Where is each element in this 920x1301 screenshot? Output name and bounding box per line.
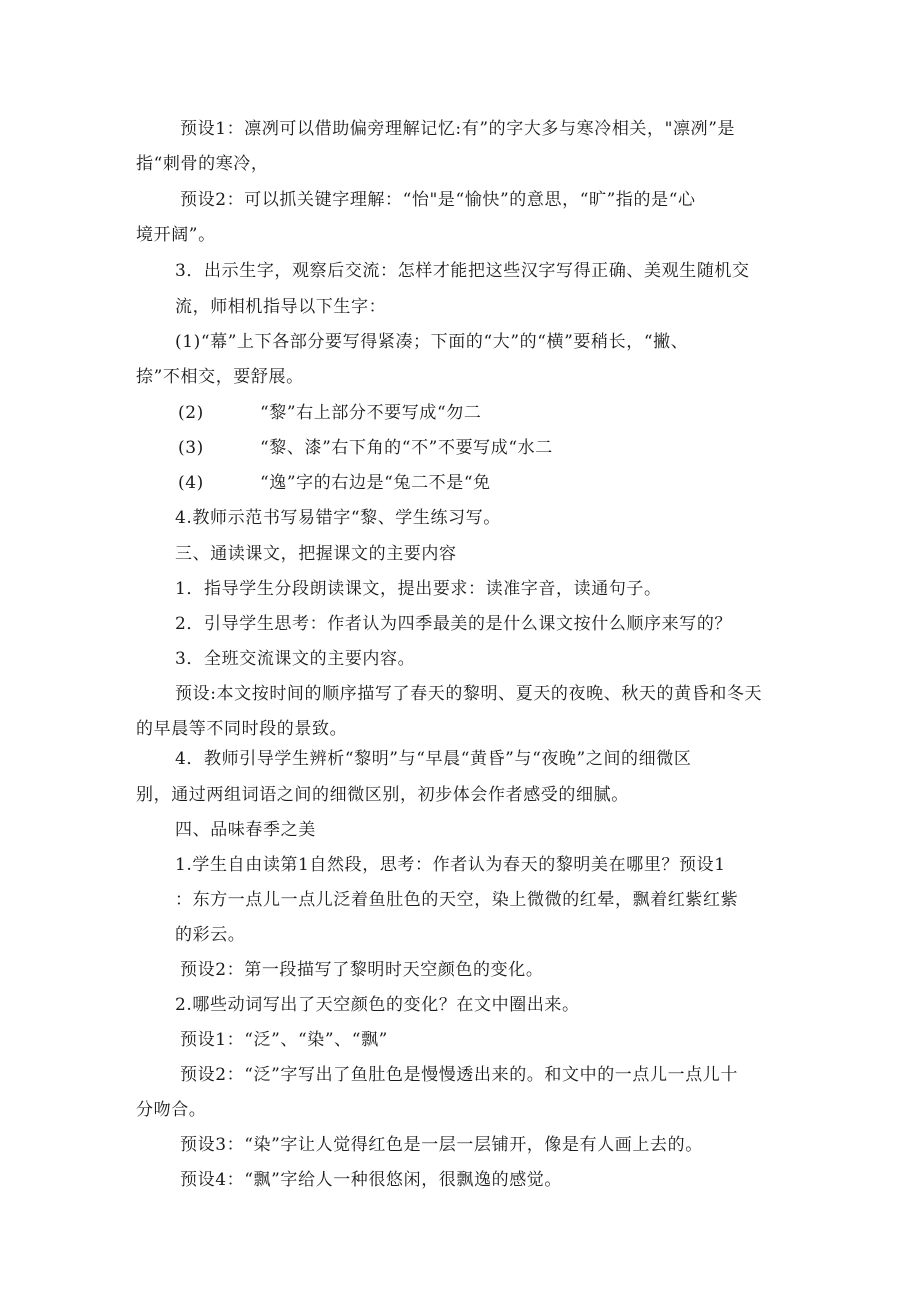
- paragraph-line: 1．指导学生分段朗读课文，提出要求：读准字音，读通句子。: [175, 579, 662, 599]
- paragraph-line: 4．教师引导学生辨析“黎明”与“早晨“黄昏”与“夜晚”之间的细微区: [175, 749, 692, 769]
- paragraph-line: 预设2：第一段描写了黎明时天空颜色的变化。: [180, 960, 544, 980]
- paragraph-line: 的彩云。: [175, 925, 246, 945]
- paragraph-line: 预设1：凛冽可以借助偏旁理解记忆:有”的字大多与寒冷相关，"凛冽”是: [180, 119, 736, 139]
- paragraph-line: 3．全班交流课文的主要内容。: [175, 649, 416, 669]
- paragraph-line: 指“刺骨的寒冷，: [136, 154, 269, 174]
- paragraph-line: 预设:本文按时间的顺序描写了春天的黎明、夏天的夜晚、秋天的黄昏和冬天: [175, 684, 763, 704]
- list-item-text: “逸”字的右边是“兔二不是“免: [260, 473, 491, 493]
- paragraph-line: 3．出示生字，观察后交流：怎样才能把这些汉字写得正确、美观生随机交: [175, 261, 750, 281]
- paragraph-line: 预设1：“泛”、“染”、“飘”: [180, 1030, 388, 1050]
- paragraph-line: 预设3：“染”字让人觉得红色是一层一层铺开，像是有人画上去的。: [180, 1135, 703, 1155]
- list-item: [178, 466, 491, 500]
- paragraph-line: 预设2：“泛”字写出了鱼肚色是慢慢透出来的。和文中的一点儿一点儿十: [180, 1065, 738, 1085]
- list-item-number: (3): [178, 438, 204, 458]
- paragraph-line: 别，通过两组词语之间的细微区别，初步体会作者感受的细腻。: [136, 785, 629, 805]
- paragraph-line: 捺”不相交，要舒展。: [136, 367, 304, 387]
- paragraph-line: 境开阔”。: [136, 225, 216, 245]
- paragraph-line: 2.哪些动词写出了天空颜色的变化？在文中圈出来。: [175, 995, 580, 1015]
- paragraph-line: 1.学生自由读第1自然段，思考：作者认为春天的黎明美在哪里？预设1: [175, 855, 726, 875]
- paragraph-line: 预设2：可以抓关键字理解：“怡"是“愉快”的意思，“旷”指的是“心: [180, 190, 696, 210]
- paragraph-line: 流，师相机指导以下生字：: [175, 297, 387, 317]
- paragraph-line: 分吻合。: [136, 1100, 207, 1120]
- paragraph-line: 的早晨等不同时段的景致。: [136, 719, 348, 739]
- section-heading: 四、品味春季之美: [175, 820, 316, 840]
- section-heading: 三、通读课文，把握课文的主要内容: [175, 544, 457, 564]
- paragraph-line: (1)“幕”上下各部分要写得紧凑；下面的“大”的“横”要稍长，“撇、: [175, 332, 689, 352]
- list-item-number: (2): [178, 403, 204, 423]
- list-item: [178, 431, 553, 465]
- list-item-number: (4): [178, 473, 204, 493]
- paragraph-line: 2．引导学生思考：作者认为四季最美的是什么课文按什么顺序来写的？: [175, 614, 733, 634]
- list-item-text: “黎、漆”右下角的“不”不要写成“水二: [260, 438, 553, 458]
- paragraph-line: 预设4：“飘”字给人一种很悠闲，很飘逸的感觉。: [180, 1170, 562, 1190]
- paragraph-line: 4.教师示范书写易错字“黎、学生练习写。: [175, 508, 501, 528]
- list-item: [178, 396, 481, 430]
- paragraph-line: ：东方一点儿一点儿泛着鱼肚色的天空，染上微微的红晕，飘着红紫红紫: [175, 890, 739, 910]
- list-item-text: “黎”右上部分不要写成“勿二: [260, 403, 482, 423]
